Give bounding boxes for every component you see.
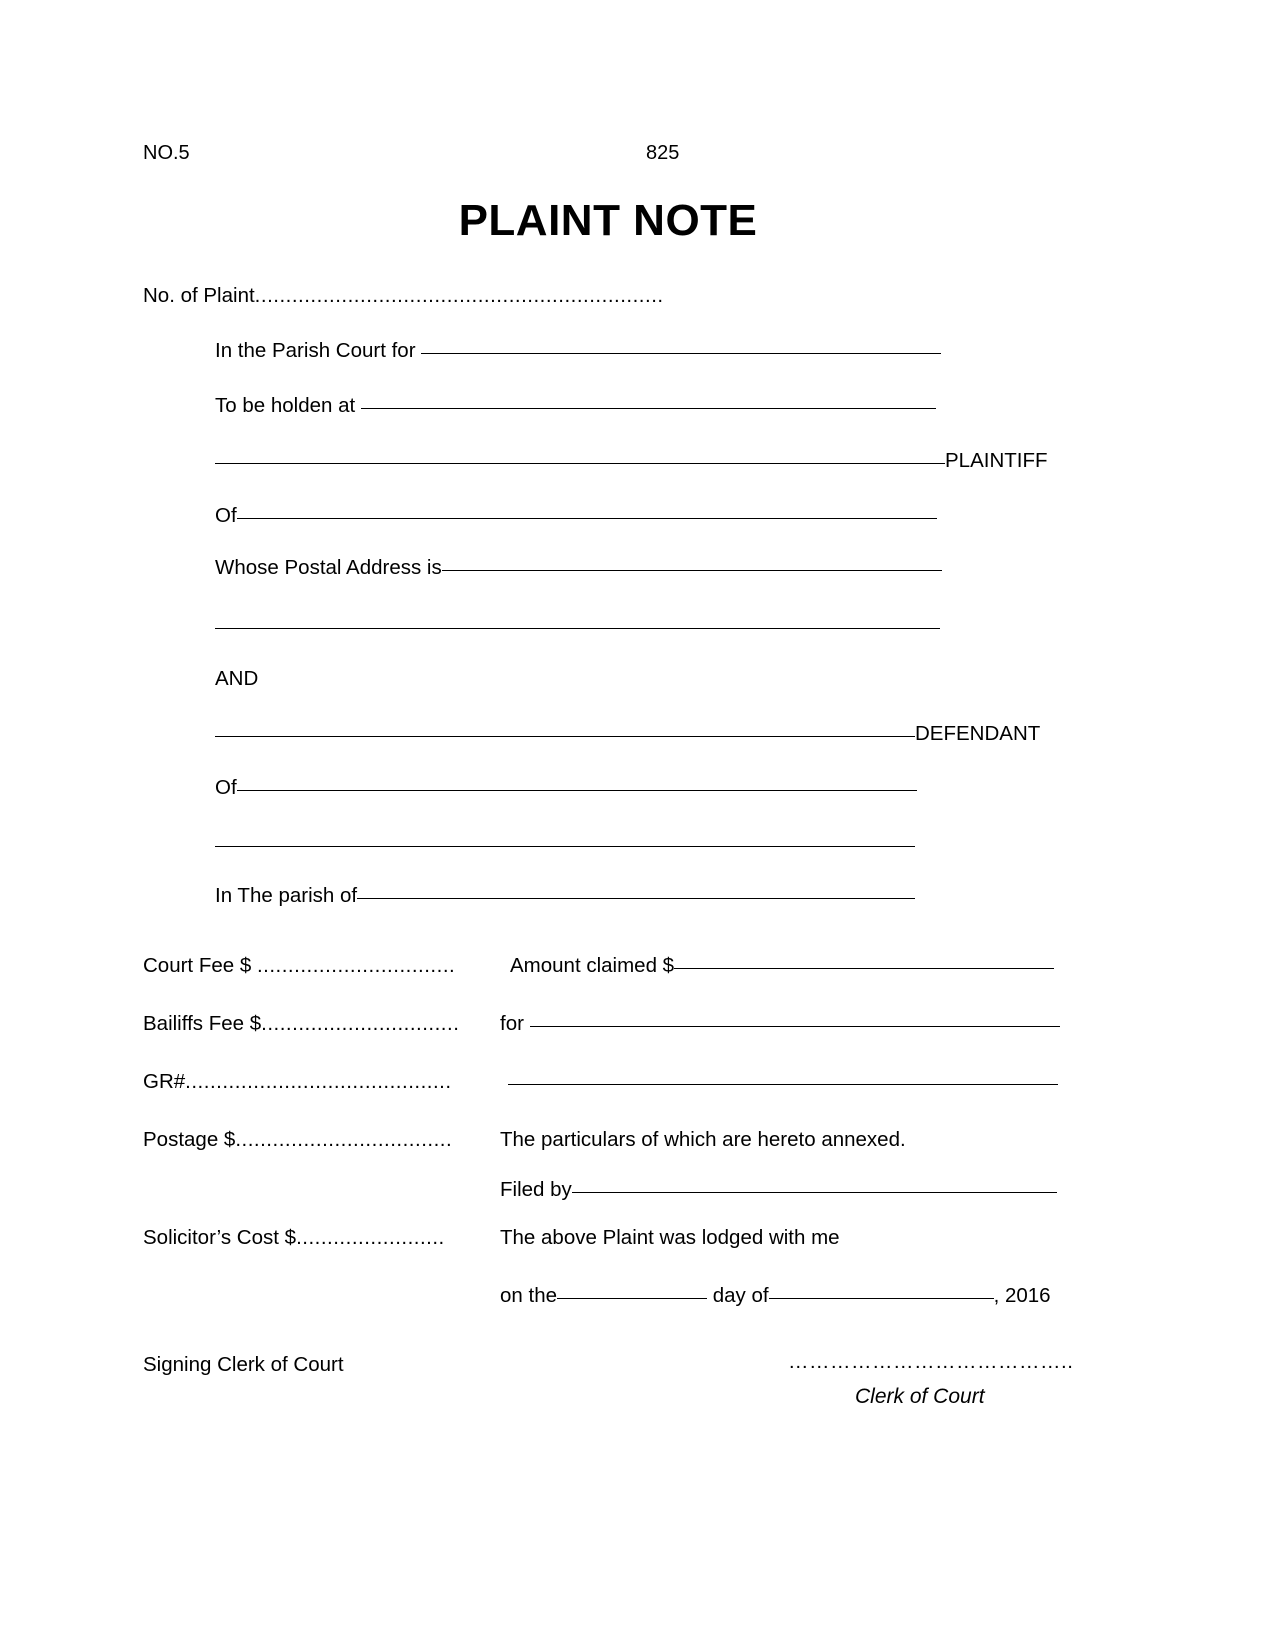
postal-address-blank-2[interactable] <box>215 628 940 629</box>
field-in-the-parish-of <box>215 882 915 909</box>
field-postal-address-line2 <box>215 612 940 639</box>
field-for-line2 <box>508 1068 1058 1095</box>
postage-dotted-line[interactable]: ................................... <box>235 1128 453 1151</box>
fee-row <box>143 1068 452 1095</box>
defendant-of-blank-2[interactable] <box>215 846 915 847</box>
court-fee-dotted-line[interactable]: ................................ <box>256 954 456 977</box>
month-blank[interactable] <box>769 1298 994 1299</box>
field-amount-claimed <box>510 952 1054 979</box>
solicitors-cost-label: Solicitor’s Cost $ <box>143 1226 297 1249</box>
field-plaintiff <box>215 447 1048 474</box>
fee-row <box>143 1010 459 1037</box>
plaintiff-label: PLAINTIFF <box>945 449 1048 472</box>
form-code: 825 <box>646 142 680 164</box>
particulars-note: The particulars of which are hereto annexed. <box>500 1128 906 1151</box>
clerk-signature-line[interactable]: ………………………………….. <box>788 1350 1074 1373</box>
bailiffs-fee-label: Bailiffs Fee $ <box>143 1012 262 1035</box>
field-for <box>500 1010 1060 1037</box>
fee-row <box>143 952 455 979</box>
plaint-number-label: No. of Plaint <box>143 284 255 307</box>
postal-address-blank[interactable] <box>442 570 942 571</box>
defendant-blank[interactable] <box>215 736 915 737</box>
field-plaintiff-of <box>215 502 937 529</box>
filed-by-blank[interactable] <box>572 1192 1057 1193</box>
in-the-parish-of-label: In The parish of <box>215 884 358 907</box>
field-lodged-date <box>500 1282 1051 1309</box>
day-of-label: day of <box>712 1284 769 1307</box>
field-defendant <box>215 720 1040 747</box>
conjunction-and <box>215 665 258 692</box>
field-filed-by <box>500 1176 1057 1203</box>
fee-row <box>143 1224 445 1251</box>
page-title: PLAINT NOTE <box>458 196 758 245</box>
defendant-of-label: Of <box>215 776 237 799</box>
field-parish-court <box>215 337 941 364</box>
in-the-parish-of-blank[interactable] <box>357 898 915 899</box>
solicitors-cost-dotted-line[interactable]: ........................ <box>296 1226 445 1249</box>
holden-at-label: To be holden at <box>215 394 356 417</box>
holden-at-blank[interactable] <box>361 408 936 409</box>
defendant-label: DEFENDANT <box>915 722 1041 745</box>
gr-number-dotted-line[interactable]: ........................................... <box>185 1070 452 1093</box>
lodged-note: The above Plaint was lodged with me <box>500 1226 840 1249</box>
defendant-of-blank[interactable] <box>237 790 917 791</box>
parish-court-label: In the Parish Court for <box>215 339 416 362</box>
for-label: for <box>500 1012 524 1035</box>
field-plaint-number <box>143 282 664 309</box>
plaint-number-dotted-line[interactable]: .................................................................. <box>254 284 664 307</box>
postal-address-label: Whose Postal Address is <box>215 556 442 579</box>
year-text: , 2016 <box>993 1284 1051 1307</box>
field-defendant-of-line2 <box>215 830 915 857</box>
field-defendant-of <box>215 774 917 801</box>
signing-clerk-label: Signing Clerk of Court <box>143 1353 344 1376</box>
postage-label: Postage $ <box>143 1128 236 1151</box>
for-blank[interactable] <box>530 1026 1060 1027</box>
plaintiff-of-blank[interactable] <box>237 518 937 519</box>
clerk-of-court-label: Clerk of Court <box>855 1385 985 1408</box>
field-holden-at <box>215 392 936 419</box>
parish-court-blank[interactable] <box>421 353 941 354</box>
plaintiff-blank[interactable] <box>215 463 945 464</box>
form-number: NO.5 <box>143 142 190 164</box>
fee-row <box>143 1126 452 1153</box>
for-blank-2[interactable] <box>508 1084 1058 1085</box>
court-fee-label: Court Fee $ <box>143 954 252 977</box>
gr-number-label: GR# <box>143 1070 186 1093</box>
amount-claimed-label: Amount claimed $ <box>510 954 675 977</box>
filed-by-label: Filed by <box>500 1178 572 1201</box>
amount-claimed-blank[interactable] <box>674 968 1054 969</box>
plaintiff-of-label: Of <box>215 504 237 527</box>
day-blank[interactable] <box>557 1298 707 1299</box>
on-the-label: on the <box>500 1284 557 1307</box>
and-label: AND <box>215 667 259 690</box>
bailiffs-fee-dotted-line[interactable]: ................................ <box>261 1012 460 1035</box>
field-postal-address <box>215 554 942 581</box>
